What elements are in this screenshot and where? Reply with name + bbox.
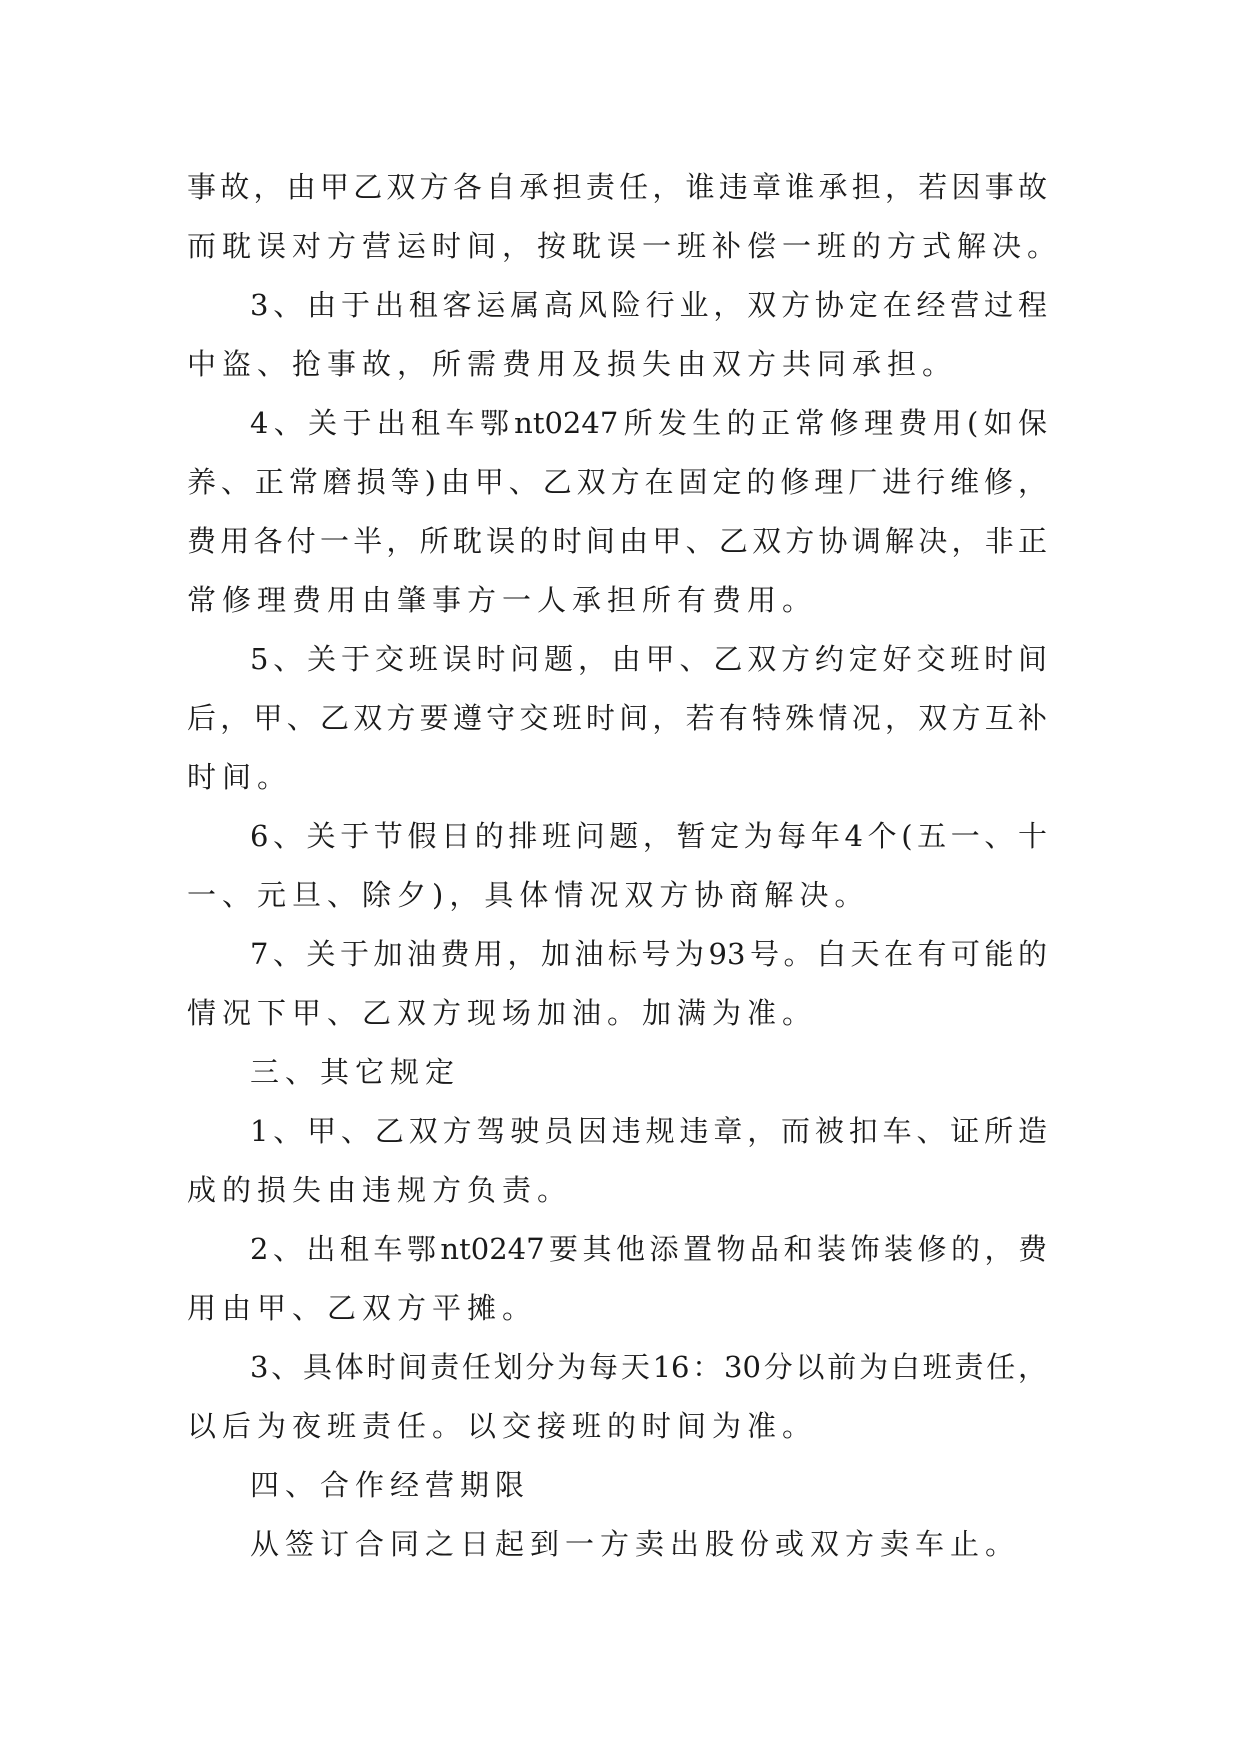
- text-line: 后，甲、乙双方要遵守交班时间，若有特殊情况，双方互补: [187, 701, 1047, 735]
- text-line: 时间。: [187, 760, 293, 794]
- text-line: 费用各付一半，所耽误的时间由甲、乙双方协调解决，非正: [187, 524, 1047, 558]
- section-heading: 四、合作经营期限: [250, 1468, 531, 1502]
- section-heading: 三、其它规定: [250, 1055, 461, 1089]
- text-line: 5、关于交班误时问题，由甲、乙双方约定好交班时间: [250, 642, 1047, 676]
- text-line: 一、元旦、除夕)，具体情况双方协商解决。: [187, 878, 870, 912]
- text-line: 3、具体时间责任划分为每天16：30分以前为白班责任，: [250, 1350, 1047, 1384]
- text-line: 中盗、抢事故，所需费用及损失由双方共同承担。: [187, 347, 958, 381]
- text-line: 而耽误对方营运时间，按耽误一班补偿一班的方式解决。: [187, 229, 1063, 263]
- text-line: 3、由于出租客运属高风险行业，双方协定在经营过程: [250, 288, 1047, 322]
- text-line: 以后为夜班责任。以交接班的时间为准。: [187, 1409, 818, 1443]
- text-line: 用由甲、乙双方平摊。: [187, 1291, 538, 1325]
- text-line: 成的损失由违规方负责。: [187, 1173, 573, 1207]
- text-line: 4、关于出租车鄂nt0247所发生的正常修理费用(如保: [250, 406, 1047, 440]
- text-line: 7、关于加油费用，加油标号为93号。白天在有可能的: [250, 937, 1047, 971]
- text-line: 1、甲、乙双方驾驶员因违规违章，而被扣车、证所造: [250, 1114, 1047, 1148]
- text-line: 情况下甲、乙双方现场加油。加满为准。: [187, 996, 818, 1030]
- text-line: 从签订合同之日起到一方卖出股份或双方卖车止。: [250, 1527, 1021, 1561]
- text-line: 养、正常磨损等)由甲、乙双方在固定的修理厂进行维修，: [187, 465, 1047, 499]
- text-line: 6、关于节假日的排班问题，暂定为每年4个(五一、十: [250, 819, 1047, 853]
- text-line: 常修理费用由肇事方一人承担所有费用。: [187, 583, 818, 617]
- text-line: 事故，由甲乙双方各自承担责任，谁违章谁承担，若因事故: [187, 170, 1047, 204]
- text-line: 2、出租车鄂nt0247要其他添置物品和装饰装修的，费: [250, 1232, 1047, 1266]
- document-page: [187, 158, 1063, 1574]
